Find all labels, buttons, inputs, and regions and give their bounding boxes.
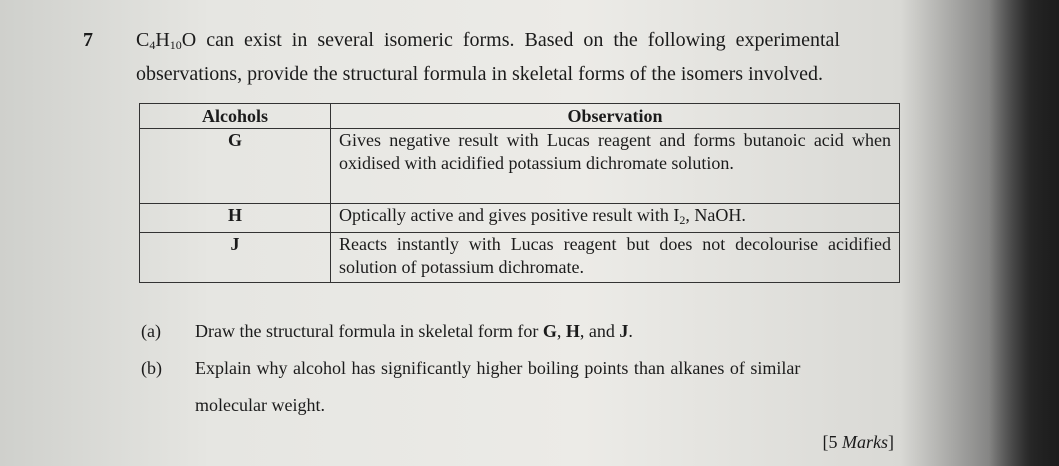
table-header-row xyxy=(140,104,900,129)
alcohol-h: H xyxy=(140,204,331,233)
observation-g: Gives negative result with Lucas reagent and forms butanoic acid when oxidised with acidified potassium dichromate solution. xyxy=(331,129,900,204)
alcohol-j: J xyxy=(140,233,331,283)
part-b-label: (b) xyxy=(141,358,162,378)
question-number: 7 xyxy=(83,29,93,51)
part-a-text: Draw the structural formula in skeletal form for G, H, and J. xyxy=(195,321,633,341)
page-shadow-edge xyxy=(989,0,1059,466)
observation-h: Optically active and gives positive result with $I_2$, NaOH. xyxy=(331,204,900,233)
marks-label: [5 Marks] xyxy=(822,432,894,452)
question-line-1-text: can exist in several isomeric forms. Based on the following experimental xyxy=(196,29,840,51)
table-row xyxy=(140,129,900,204)
alcohol-g: G xyxy=(140,129,331,204)
observation-j: Reacts instantly with Lucas reagent but does not decolourise acidified solution of potassium dichromate. xyxy=(331,233,900,283)
header-observation: Observation xyxy=(331,104,900,129)
part-a-label: (a) xyxy=(141,321,161,341)
question-line-1 xyxy=(136,29,840,53)
table-row xyxy=(140,204,900,233)
part-b-line-2: molecular weight. xyxy=(195,395,325,415)
formula: $C_4H_{10}O$ xyxy=(136,29,197,52)
part-b-line-1: Explain why alcohol has significantly higher boiling points than alkanes of similar xyxy=(195,358,801,378)
question-line-2: observations, provide the structural formula in skeletal forms of the isomers involved. xyxy=(136,63,824,85)
header-alcohols: Alcohols xyxy=(140,104,331,129)
table-row xyxy=(140,233,900,283)
observation-table xyxy=(139,103,900,283)
